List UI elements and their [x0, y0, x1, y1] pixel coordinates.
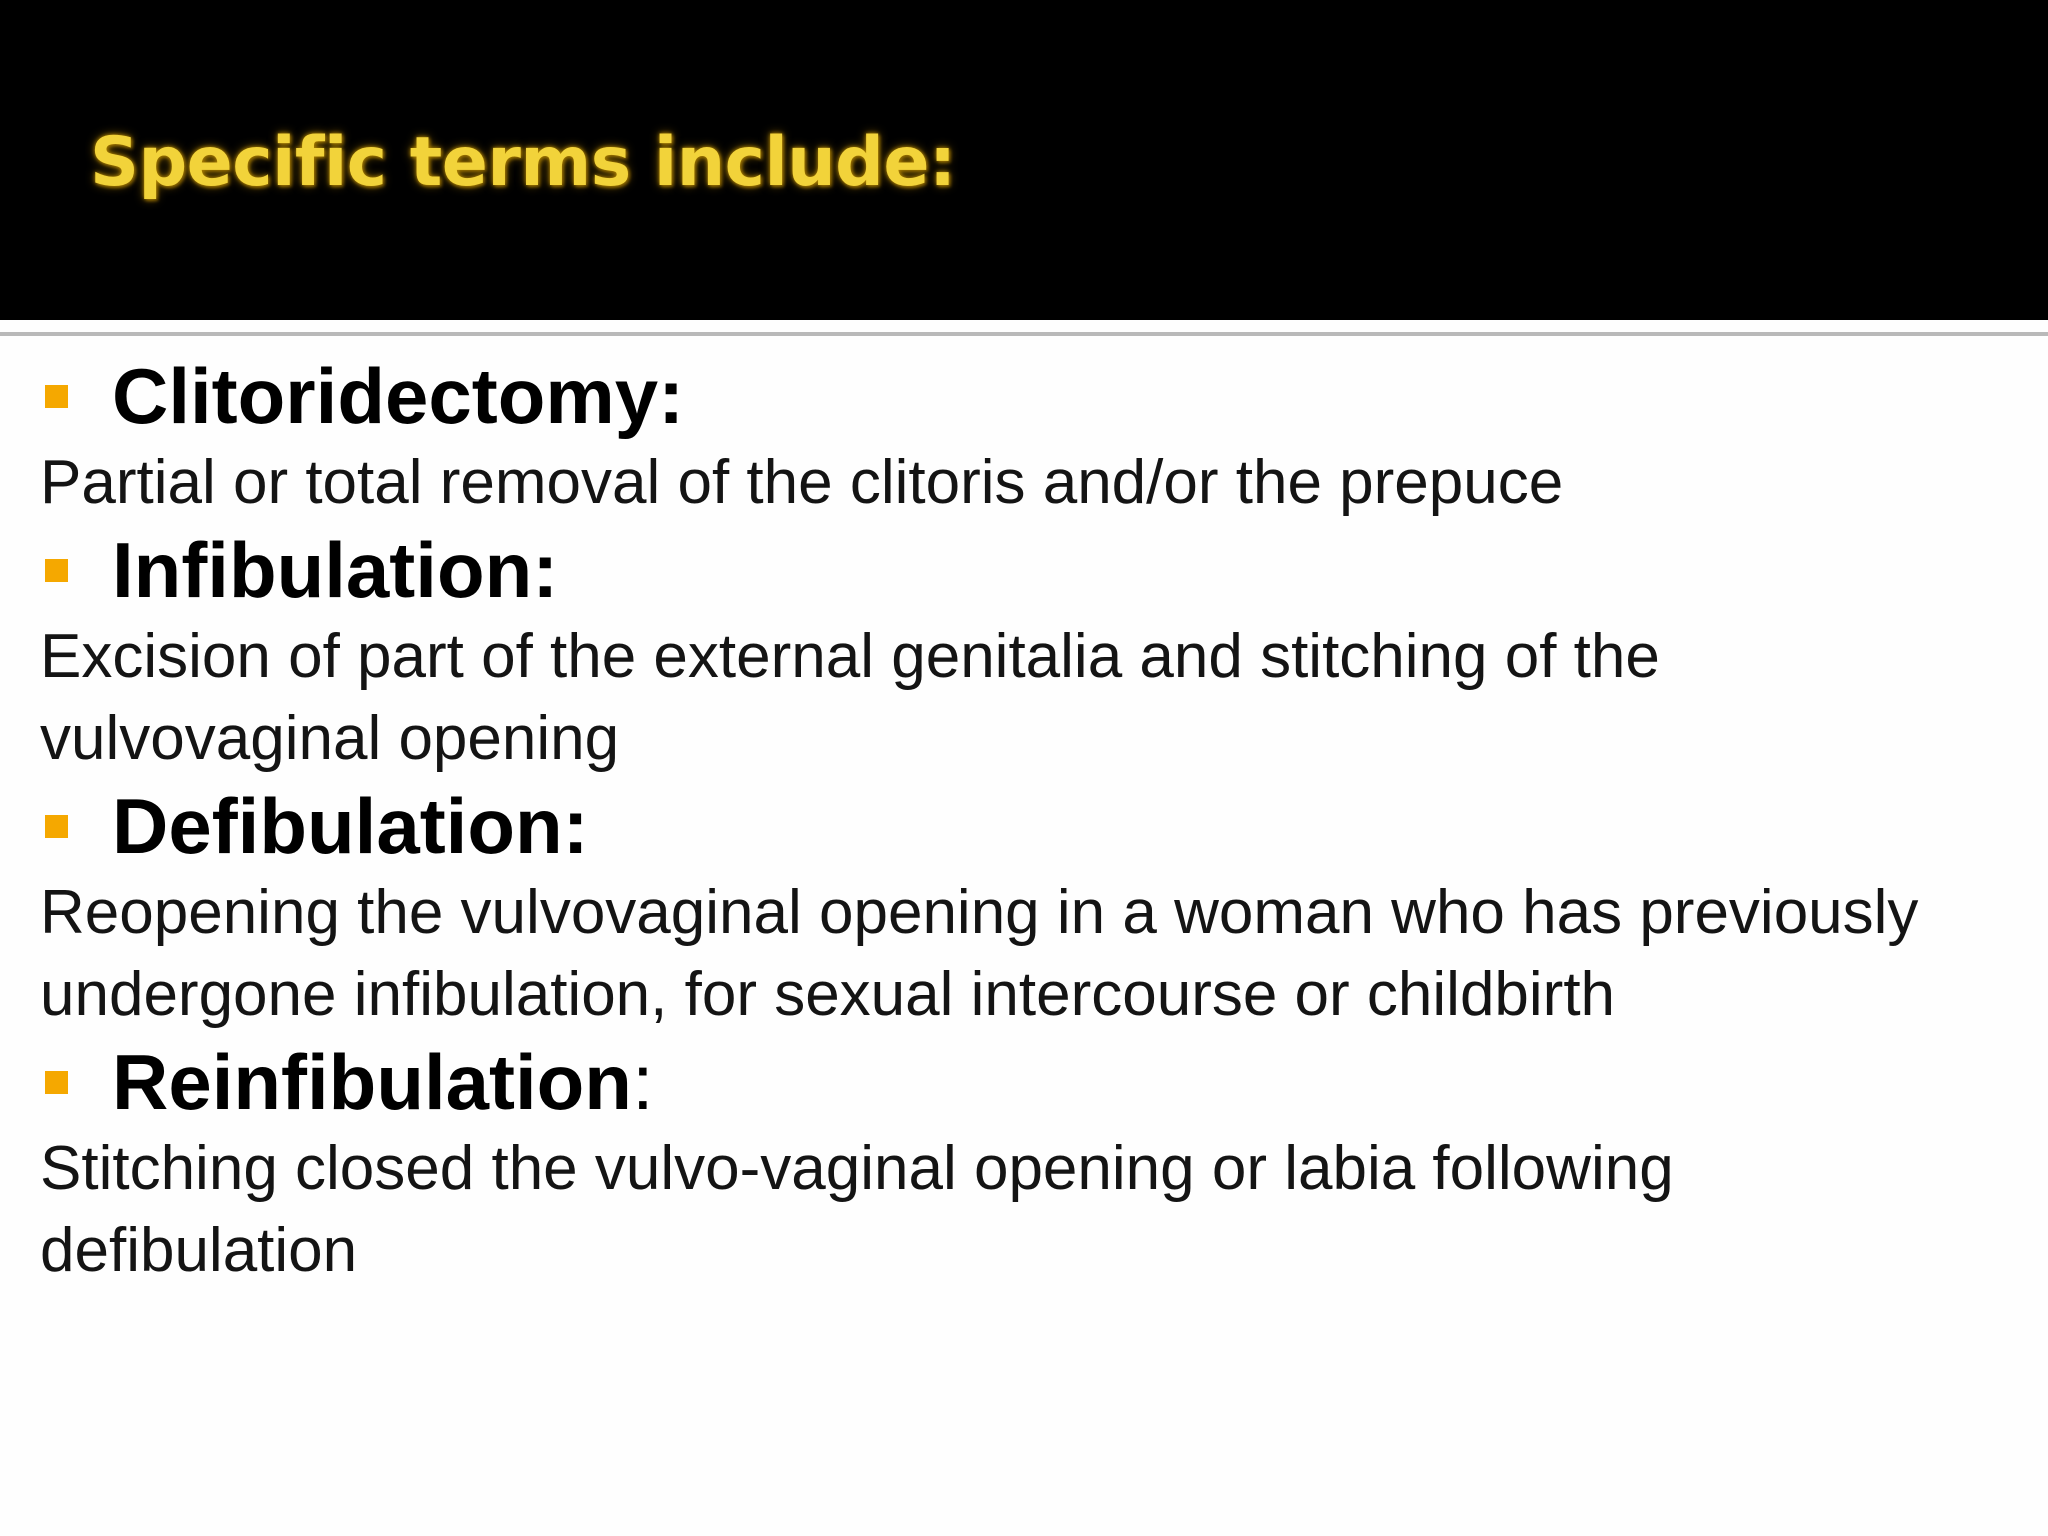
square-bullet-icon — [45, 385, 68, 408]
term-definition: Stitching closed the vulvo-vaginal opening or labia following defibulation — [40, 1134, 1674, 1285]
term-row — [40, 780, 2000, 872]
term-heading: Reinfibulation — [112, 1038, 632, 1126]
term-definition: Partial or total removal of the clitoris and/or the prepuce — [40, 448, 1564, 517]
term-list — [40, 350, 2000, 1292]
term-row — [40, 524, 2000, 616]
square-bullet-icon — [45, 815, 68, 838]
term-definition: Reopening the vulvovaginal opening in a woman who has previously undergone infibulation, for sexual intercourse or childbirth — [40, 878, 1919, 1029]
term-heading: Clitoridectomy: — [112, 352, 685, 440]
term-heading: Defibulation: — [112, 782, 589, 870]
term-item-defibulation — [40, 780, 2000, 1036]
term-item-clitoridectomy — [40, 350, 2000, 524]
header-divider — [0, 332, 2048, 336]
term-row — [40, 350, 2000, 442]
term-heading-colon: : — [631, 1038, 654, 1126]
slide-title: Specific terms include: — [90, 123, 956, 202]
square-bullet-icon — [45, 1071, 68, 1094]
term-definition: Excision of part of the external genitalia and stitching of the vulvovaginal opening — [40, 622, 1660, 773]
term-item-infibulation — [40, 524, 2000, 780]
header-band — [0, 0, 2048, 320]
term-heading: Infibulation: — [112, 526, 559, 614]
square-bullet-icon — [45, 559, 68, 582]
term-item-reinfibulation — [40, 1036, 2000, 1292]
term-row — [40, 1036, 2000, 1128]
